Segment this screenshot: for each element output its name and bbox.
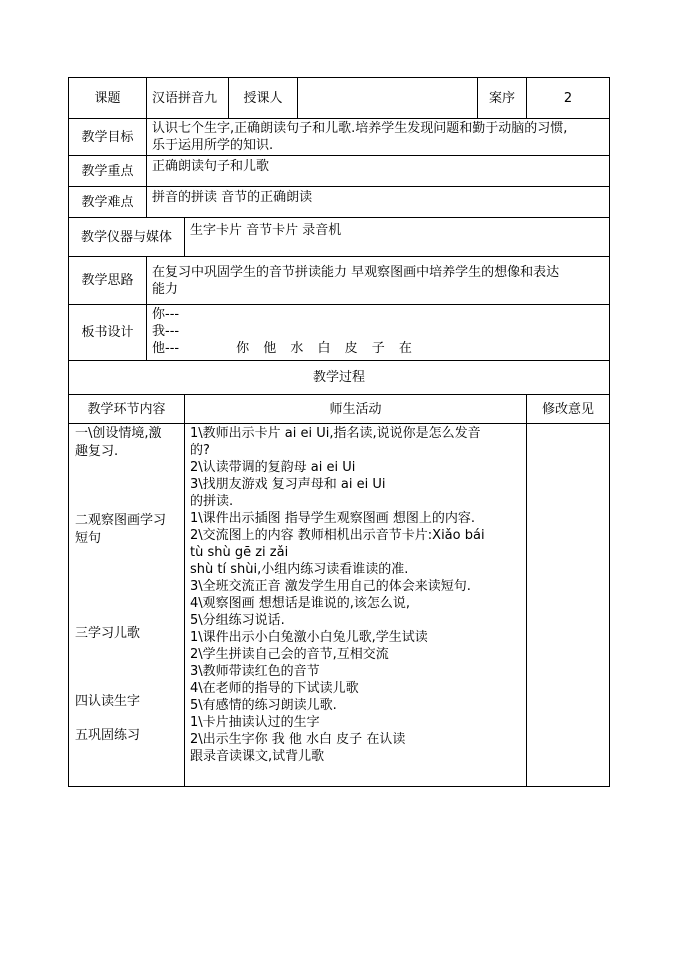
process-body-row [69, 424, 610, 787]
process-col-revision: 修改意见 [527, 395, 610, 424]
approach-line: 能力 [152, 281, 179, 297]
activity-line: 4\在老师的指导的下试读儿歌 [190, 681, 359, 696]
process-stages [69, 424, 185, 787]
process-col-activity: 师生活动 [185, 395, 527, 424]
lesson-plan-table [68, 77, 610, 787]
board-line: 你--- [152, 307, 180, 322]
activity-line: 5\有感情的练习朗读儿歌. [190, 698, 337, 713]
activity-line: 5\分组练习说话. [190, 613, 285, 628]
activity-line: 3\全班交流正音 激发学生用自己的体会来读短句. [190, 579, 471, 594]
approach-value [147, 257, 610, 305]
approach-label: 教学思路 [69, 257, 147, 305]
board-characters: 你 他 水 白 皮 子 在 [236, 341, 417, 356]
key-points-value: 正确朗读句子和儿歌 [147, 156, 610, 187]
stage-label: 短句 [75, 531, 102, 546]
goals-line: 乐于运用所学的知识. [152, 138, 274, 153]
board-row [69, 305, 610, 361]
process-col-stage: 教学环节内容 [69, 395, 185, 424]
difficulties-row [69, 187, 610, 218]
teacher-label: 授课人 [229, 78, 298, 119]
board-line [152, 340, 604, 357]
media-label: 教学仪器与媒体 [69, 218, 185, 257]
activity-line: 跟录音读课文,试背儿歌 [190, 749, 325, 764]
case-label: 案序 [478, 78, 527, 119]
board-value [147, 305, 610, 361]
difficulties-value: 拼音的拼读 音节的正确朗读 [147, 187, 610, 218]
activity-line: 1\课件出示插图 指导学生观察图画 想图上的内容. [190, 511, 476, 526]
activity-line: 的? [190, 443, 210, 458]
stage-label: 一\创设情境,激 [75, 426, 162, 441]
activity-line: 3\教师带读红色的音节 [190, 664, 320, 679]
activity-line: shù tí shùi,小组内练习读看谁读的准. [190, 562, 409, 577]
media-row [69, 218, 610, 257]
stage-label: 趣复习. [75, 444, 119, 459]
process-title: 教学过程 [69, 361, 610, 395]
case-value: 2 [527, 78, 610, 119]
header-row [69, 78, 610, 119]
approach-line: 在复习中巩固学生的音节拼读能力 早观察图画中培养学生的想像和表达 [152, 264, 560, 280]
goals-label: 教学目标 [69, 119, 147, 156]
process-header-row [69, 395, 610, 424]
stage-label: 三学习儿歌 [75, 626, 141, 641]
activity-line: 1\卡片抽读认过的生字 [190, 715, 320, 730]
process-revision-notes [527, 424, 610, 787]
activity-line: 2\出示生字你 我 他 水白 皮子 在认读 [190, 732, 406, 747]
process-title-row [69, 361, 610, 395]
activity-line: 4\观察图画 想想话是谁说的,该怎么说, [190, 596, 411, 611]
topic-label: 课题 [69, 78, 147, 119]
activity-line: 2\认读带调的复韵母 ai ei Ui [190, 460, 356, 475]
board-line: 我--- [152, 324, 180, 339]
activity-line: 的拼读. [190, 494, 234, 509]
activity-line: 1\课件出示小白兔激小白兔儿歌,学生试读 [190, 630, 428, 645]
activity-line: 3\找朋友游戏 复习声母和 ai ei Ui [190, 477, 386, 492]
goals-line: 认识七个生字,正确朗读句子和儿歌.培养学生发现问题和勤于动脑的习惯, [152, 121, 568, 136]
topic-value: 汉语拼音九 [147, 78, 229, 119]
teacher-value [298, 78, 478, 119]
stage-list [75, 425, 180, 785]
activity-line: tù shù gē zi zǎi [190, 545, 289, 560]
goals-row [69, 119, 610, 156]
stage-label: 五巩固练习 [75, 728, 141, 743]
key-points-label: 教学重点 [69, 156, 147, 187]
board-line-prefix: 他--- [152, 341, 180, 356]
approach-row [69, 257, 610, 305]
activity-line: 1\教师出示卡片 ai ei Ui,指名读,说说你是怎么发音 [190, 426, 481, 441]
key-points-row [69, 156, 610, 187]
goals-value [147, 119, 610, 156]
difficulties-label: 教学难点 [69, 187, 147, 218]
stage-label: 四认读生字 [75, 694, 141, 709]
process-activities [185, 424, 527, 787]
stage-label: 二观察图画学习 [75, 513, 167, 528]
board-label: 板书设计 [69, 305, 147, 361]
activity-line: 2\交流图上的内容 教师相机出示音节卡片:Xiǎo bái [190, 528, 485, 543]
media-value: 生字卡片 音节卡片 录音机 [185, 218, 610, 257]
activity-line: 2\学生拼读自己会的音节,互相交流 [190, 647, 389, 662]
